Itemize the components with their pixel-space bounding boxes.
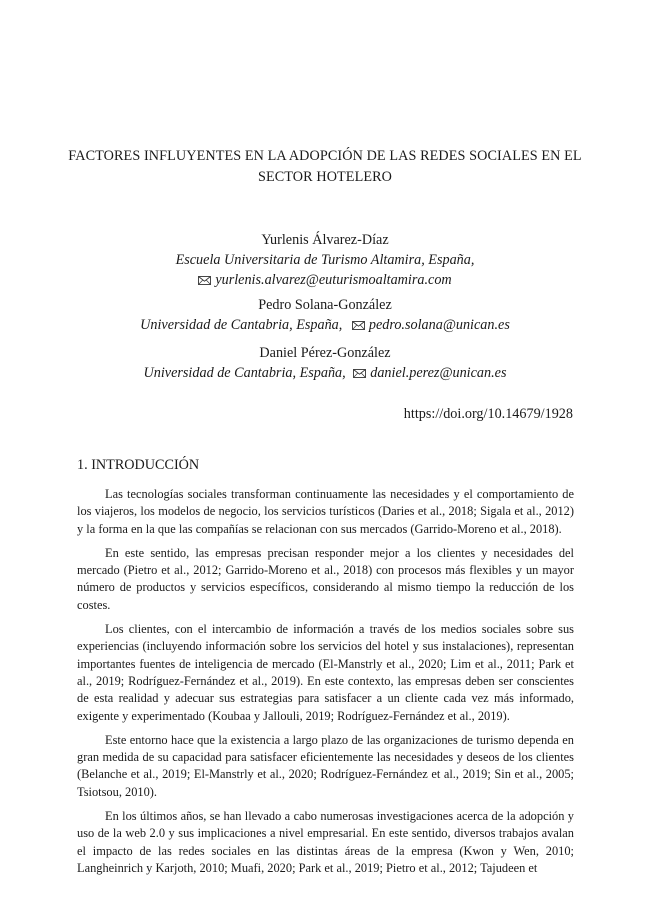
author-affiliation-line (40, 363, 610, 383)
author-email-line (40, 270, 610, 290)
mail-icon (352, 321, 365, 330)
author-block-2 (40, 295, 610, 335)
author-affiliation: Escuela Universitaria de Turismo Altamira, España, (175, 252, 475, 268)
paragraph: Los clientes, con el intercambio de información a través de los medios sociales sobre sus experiencias (incluyendo información sobre los servicios del hotel y sus instalaciones), representan importantes fuentes de inteligencia de mercado (El-Manstrly et al., 2020; Lim et al., 2011; Park et al., 2019; Rodríguez-Fernández et al., 2019). En este contexto, las empresas deben ser conscientes de esta realidad y adecuar sus estrategias para satisfacer a un cliente cada vez más informado, exigente y experimentado (Koubaa y Jallouli, 2019; Rodríguez-Fernández et al., 2019). (77, 622, 574, 723)
paper-title (60, 146, 590, 188)
author-block-3 (40, 343, 610, 383)
author-email[interactable]: pedro.solana@unican.es (368, 317, 510, 333)
mail-icon (353, 369, 366, 378)
section-heading: 1. INTRODUCCIÓN (77, 457, 200, 473)
author-affiliation-line (40, 315, 610, 335)
author-name: Daniel Pérez-González (259, 345, 391, 361)
paragraph: Las tecnologías sociales transforman continuamente las necesidades y el comportamiento de los viajeros, los modelos de negocio, los servicios turísticos (Daries et al., 2018; Sigala et al., 2012) y la forma en la que las compañías se relacionan con sus mercados (Garrido-Moreno et al., 2018). (77, 487, 574, 536)
title-line-1: FACTORES INFLUYENTES EN LA ADOPCIÓN DE LAS REDES SOCIALES EN EL (68, 148, 582, 164)
paragraph: En este sentido, las empresas precisan responder mejor a los clientes y necesidades del mercado (Pietro et al., 2012; Garrido-Moreno et al., 2018) con procesos más flexibles y un mayor número de productos y servicios específicos, considerando al mismo tiempo la reducción de los costes. (77, 545, 574, 612)
mail-icon (198, 276, 211, 285)
doi-link[interactable]: https://doi.org/10.14679/1928 (403, 406, 573, 422)
paragraph: En los últimos años, se han llevado a cabo numerosas investigaciones acerca de la adopción y uso de la web 2.0 y sus implicaciones a nivel empresarial. En este sentido, diversos trabajos avalan el impacto de las redes sociales en las distintas áreas de la empresa (Kwon y Wen, 2010; Langheinrich y Karjoth, 2010; Muafi, 2020; Park et al., 2019; Pietro et al., 2012; Tajudeen et (77, 809, 574, 875)
author-name: Pedro Solana-González (258, 297, 392, 313)
section-body (77, 486, 574, 884)
author-email[interactable]: daniel.perez@unican.es (370, 365, 507, 381)
paragraph: Este entorno hace que la existencia a largo plazo de las organizaciones de turismo dependa en gran medida de su capacidad para satisfacer eficientemente las necesidades y deseos de los clientes (Belanche et al., 2019; El-Manstrly et al., 2020; Rodríguez-Fernández et al., 2019; Sin et al., 2005; Tsiotsou, 2010). (77, 732, 574, 799)
title-line-2: SECTOR HOTELERO (257, 169, 393, 185)
author-email[interactable]: yurlenis.alvarez@euturismoaltamira.com (215, 272, 452, 288)
author-name: Yurlenis Álvarez-Díaz (261, 232, 389, 248)
author-affiliation: Universidad de Cantabria, España, (143, 365, 346, 381)
author-affiliation: Universidad de Cantabria, España, (140, 317, 343, 333)
author-block-1 (40, 230, 610, 290)
